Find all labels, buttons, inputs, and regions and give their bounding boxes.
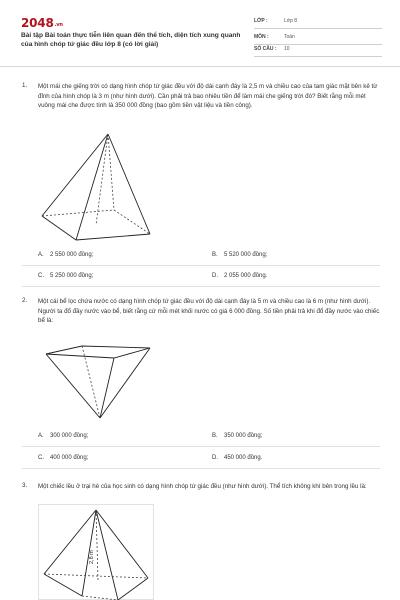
option-1c[interactable]: C. 5 250 000 đồng; xyxy=(38,273,94,279)
option-1a[interactable]: A. 2 550 000 đồng; xyxy=(38,252,94,258)
option-divider xyxy=(22,265,380,266)
meta-value: Toán xyxy=(284,34,295,40)
option-1d[interactable]: D. 2 055 000 đồng. xyxy=(212,273,268,279)
question-text: Một cái bể lọc chứa nước có dạng hình chóp tứ giác đều với độ dài cạnh đáy là 5 m và chiều cao là 6 m (như hình dưới). Người ta đổ đầy nước vào bể, biết rằng cứ mỗi mét khối nước có giá 6 000 đồng. Số tiền phải trả khi đổ đầy nước vào chiếc bể là: xyxy=(38,298,380,324)
meta-value: Lớp 8 xyxy=(284,18,298,24)
page-title: Bài tập Bài toán thực tiễn liên quan đến thể tích, diện tích xung quanh của hình chóp tứ giác đều lớp 8 (có lời giải) xyxy=(21,32,241,48)
option-2b[interactable]: B. 350 000 đồng; xyxy=(212,433,263,439)
option-2c[interactable]: C. 400 000 đồng; xyxy=(38,455,89,461)
meta-label: MÔN : xyxy=(254,34,269,40)
option-divider xyxy=(22,286,380,287)
question-number: 2. xyxy=(22,297,28,304)
pyramid-skylight-figure xyxy=(36,128,156,248)
meta-question-count xyxy=(254,43,382,57)
meta-value: 10 xyxy=(284,46,290,52)
question-number: 3. xyxy=(22,482,28,489)
question-text: Một chiếc lều ở trại hè của học sinh có dạng hình chóp tứ giác đều (như hình dưới). Thể tích không khí bên trong lều là: xyxy=(38,483,367,490)
option-2d[interactable]: D. 450 000 đồng. xyxy=(212,455,263,461)
tent-pyramid-figure xyxy=(38,504,154,600)
site-logo[interactable]: 2048.vn xyxy=(21,16,63,30)
page-header xyxy=(0,0,400,62)
option-divider xyxy=(22,446,380,447)
option-2a[interactable]: A. 300 000 đồng; xyxy=(38,433,89,439)
option-1b[interactable]: B. 5 520 000 đồng; xyxy=(212,252,268,258)
question-text: Một mái che giếng trời có dạng hình chóp tứ giác đều với độ dài cạnh đáy là 2,5 m và chiều cao của tam giác mặt bên kẻ từ đỉnh của hình chóp là 3 m (như hình dưới). Cần phải trả bao nhiêu tiền để làm mái che giếng trời đó? Biết rằng mỗi mét vuông mái che được tính là 350 000 đồng (bao gồm tiền vật liệu và tiền công). xyxy=(38,83,378,109)
height-label: 2,8 m xyxy=(89,550,95,564)
inverted-pyramid-tank-figure xyxy=(42,342,154,422)
option-divider xyxy=(22,468,380,469)
question-number: 1. xyxy=(22,82,28,89)
meta-class xyxy=(254,15,382,29)
meta-label: LỚP : xyxy=(254,18,268,24)
meta-label: SỐ CÂU : xyxy=(254,46,277,52)
header-divider xyxy=(0,66,400,67)
